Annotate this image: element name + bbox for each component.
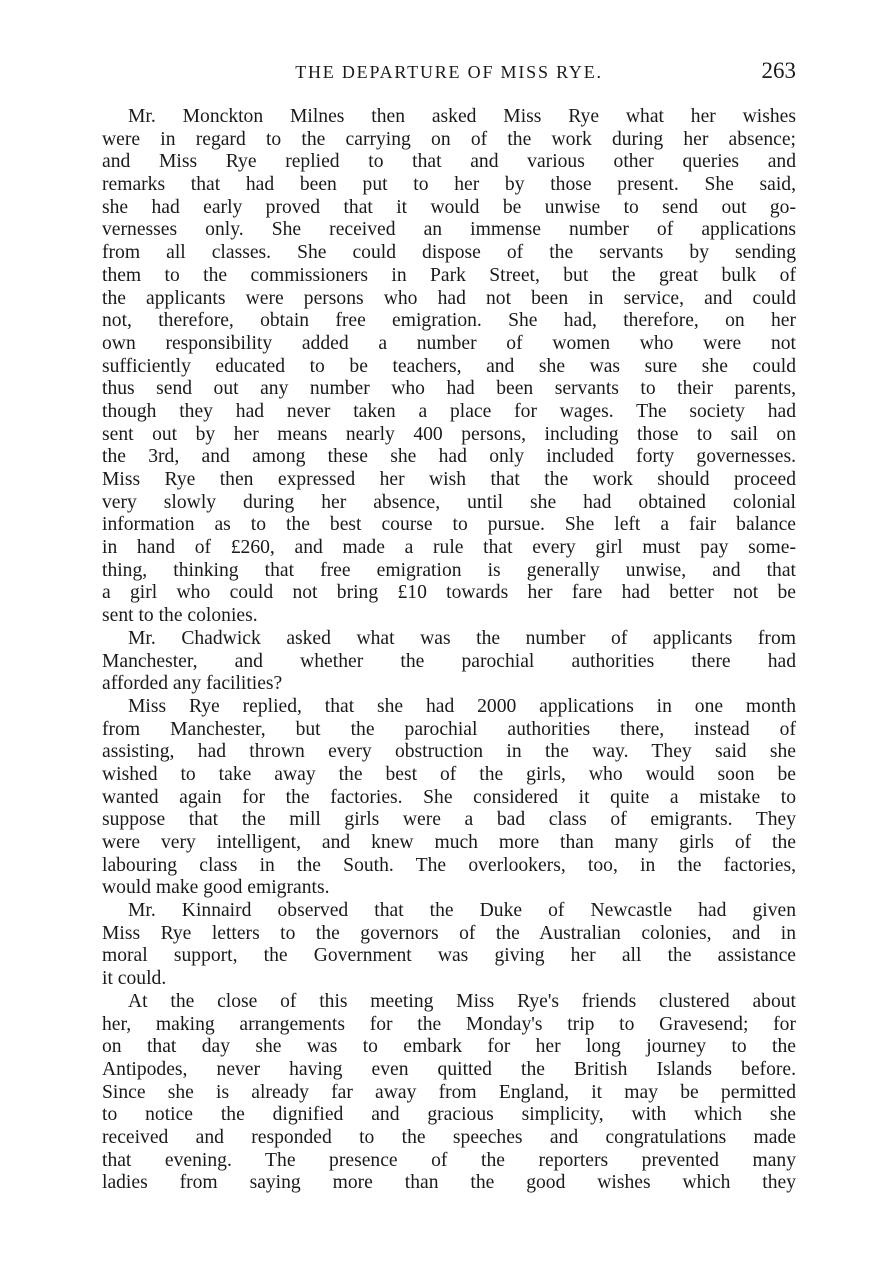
text-line: from all classes. She could dispose of the servants by sending [102,242,796,264]
text-line: her, making arrangements for the Monday's trip to Gravesend; for [102,1013,796,1035]
text-line: suppose that the mill girls were a bad class of emigrants. They [102,809,796,831]
text-line: remarks that had been put to her by those present. She said, [102,174,796,196]
text-line: though they had never taken a place for wages. The society had [102,400,796,422]
text-line: wished to take away the best of the girls, who would soon be [102,763,796,785]
text-line: Since she is already far away from England, it may be permitted [102,1081,796,1103]
text-line: a girl who could not bring £10 towards her fare had better not be [102,582,796,604]
page-number: 263 [761,58,796,83]
running-head [102,58,796,88]
text-line: vernesses only. She received an immense number of applications [102,219,796,241]
text-line: received and responded to the speeches and congratulations made [102,1126,796,1148]
text-line: thing, thinking that free emigration is generally unwise, and that [102,559,796,581]
text-line: were very intelligent, and knew much more than many girls of the [102,832,796,853]
text-line: she had early proved that it would be unwise to send out go- [102,196,796,218]
text-line: the applicants were persons who had not been in service, and could [102,287,796,309]
text-line: labouring class in the South. The overlookers, too, in the factories, [102,854,796,876]
text-line: Miss Rye then expressed her wish that the work should proceed [102,469,796,490]
text-line: were in regard to the carrying on of the work during her absence; [102,128,796,150]
text-line: Mr. Kinnaird observed that the Duke of Newcastle had given [128,900,796,922]
text-line: would make good emigrants. [102,877,330,899]
text-line: Mr. Chadwick asked what was the number of applicants from [128,627,796,649]
text-line: from Manchester, but the parochial authorities there, instead of [102,718,796,740]
text-line: not, therefore, obtain free emigration. She had, therefore, on her [102,310,796,332]
text-line: it could. [102,968,167,990]
text-line: Miss Rye letters to the governors of the Australian colonies, and in [102,922,796,944]
text-line: sufficiently educated to be teachers, and she was sure she could [102,355,796,377]
text-line: on that day she was to embark for her long journey to the [102,1036,796,1058]
text-line: information as to the best course to pursue. She left a fair balance [102,514,796,536]
text-line: afforded any facilities? [102,673,283,695]
text-line: Mr. Monckton Milnes then asked Miss Rye what her wishes [128,106,796,127]
text-line: that evening. The presence of the reporters prevented many [102,1149,796,1171]
text-line: Manchester, and whether the parochial authorities there had [102,650,796,672]
text-line: to notice the dignified and gracious simplicity, with which she [102,1104,796,1126]
text-line: At the close of this meeting Miss Rye's friends clustered about [128,990,796,1012]
text-line: wanted again for the factories. She considered it quite a mistake to [102,786,796,808]
text-line: sent out by her means nearly 400 persons, including those to sail on [102,423,796,445]
text-line: Antipodes, never having even quitted the British Islands before. [102,1058,796,1080]
text-line: assisting, had thrown every obstruction in the way. They said she [102,741,796,763]
text-line: very slowly during her absence, until she had obtained colonial [102,491,796,513]
text-line: ladies from saying more than the good wishes which they [102,1172,796,1194]
text-line: Miss Rye replied, that she had 2000 applications in one month [128,695,796,717]
text-line: sent to the colonies. [102,605,258,627]
text-line: them to the commissioners in Park Street, but the great bulk of [102,264,796,286]
text-line: own responsibility added a number of women who were not [102,332,796,354]
running-title: THE DEPARTURE OF MISS RYE. [295,62,603,82]
text-line: thus send out any number who had been servants to their parents, [102,378,796,400]
text-line: moral support, the Government was giving her all the assistance [102,945,796,967]
text-line: the 3rd, and among these she had only included forty governesses. [102,446,796,468]
text-line: and Miss Rye replied to that and various other queries and [102,151,796,173]
text-line: in hand of £260, and made a rule that every girl must pay some- [102,537,796,559]
body-text [102,106,796,1195]
